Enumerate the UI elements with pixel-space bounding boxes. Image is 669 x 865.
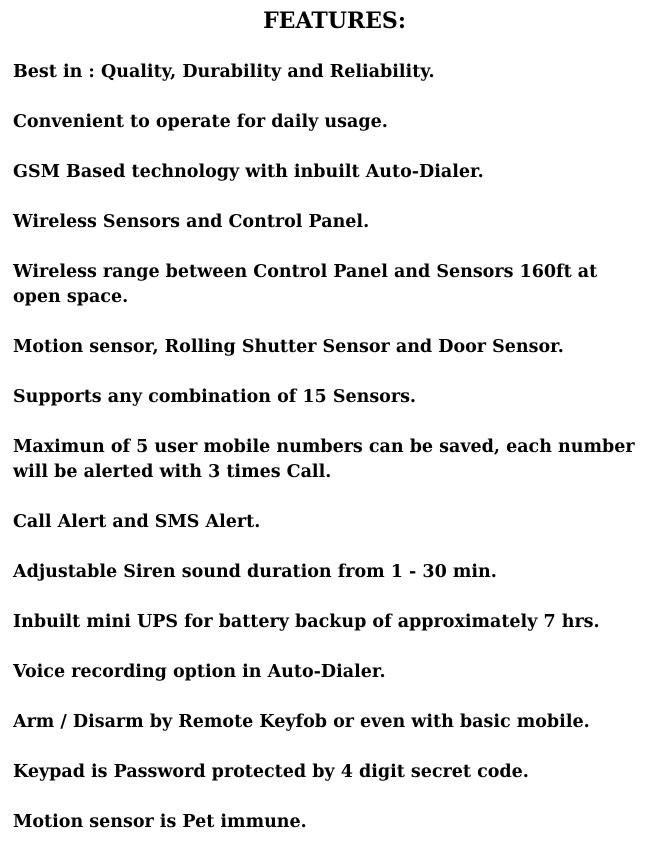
feature-item: Motion sensor, Rolling Shutter Sensor and Door Sensor. [13,337,564,357]
feature-item: Arm / Disarm by Remote Keyfob or even with basic mobile. [13,712,590,732]
feature-item: Maximun of 5 user mobile numbers can be saved, each number will be alerted with 3 times Call. [13,437,635,482]
feature-item: GSM Based technology with inbuilt Auto-Dialer. [13,162,484,182]
feature-item: Keypad is Password protected by 4 digit secret code. [13,762,529,782]
feature-item: Wireless Sensors and Control Panel. [13,212,370,232]
feature-item: Wireless range between Control Panel and Sensors 160ft at open space. [13,262,598,307]
feature-item: Best in : Quality, Durability and Reliability. [13,62,435,82]
feature-item: Convenient to operate for daily usage. [13,112,388,132]
feature-item: Call Alert and SMS Alert. [13,512,261,532]
feature-item: Supports any combination of 15 Sensors. [13,387,417,407]
feature-item: Motion sensor is Pet immune. [13,812,307,832]
feature-item: Inbuilt mini UPS for battery backup of approximately 7 hrs. [13,612,600,632]
feature-item: Adjustable Siren sound duration from 1 - 30 min. [13,562,497,582]
page-title: FEATURES: [263,8,406,34]
feature-item: Voice recording option in Auto-Dialer. [13,662,386,682]
